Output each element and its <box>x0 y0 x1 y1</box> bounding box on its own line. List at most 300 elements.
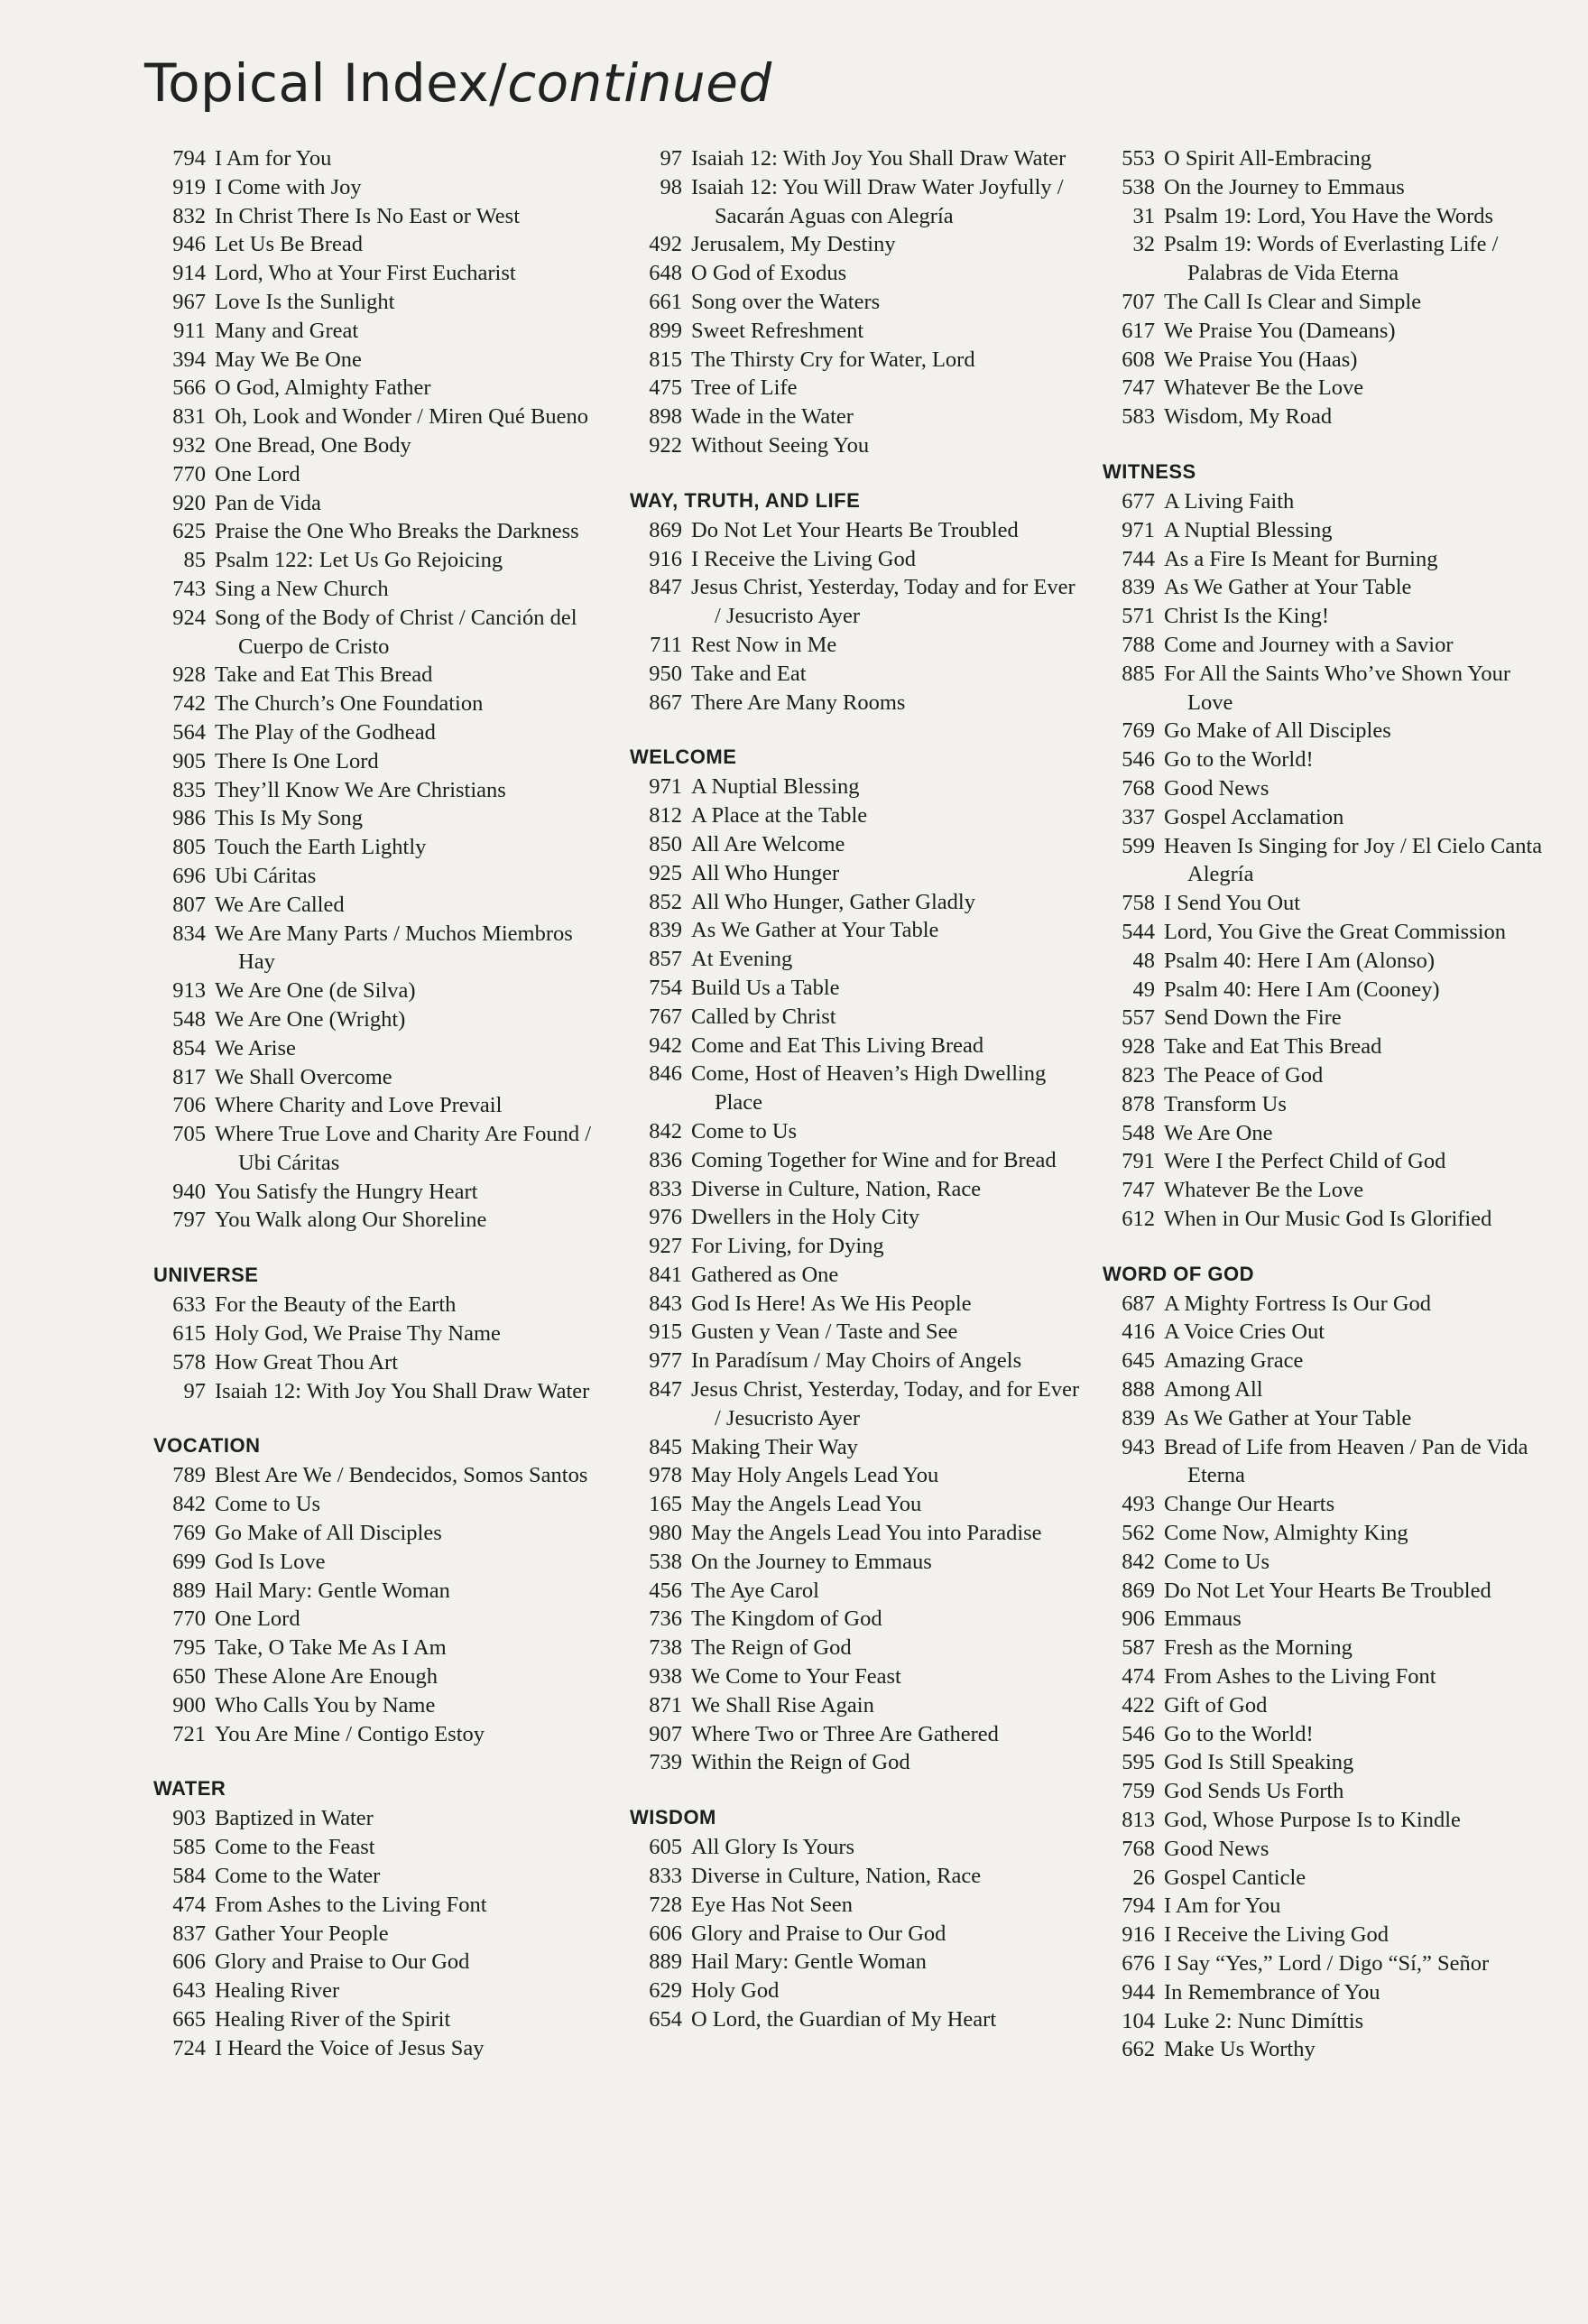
hymn-number: 97 <box>660 146 682 171</box>
index-entry <box>153 202 605 231</box>
index-entry <box>1103 1577 1554 1606</box>
index-entry <box>153 776 605 805</box>
hymn-number: 805 <box>172 835 206 860</box>
hymn-title: As We Gather at Your Table <box>1164 1405 1412 1431</box>
hymn-number: 768 <box>1122 1836 1155 1861</box>
hymn-number: 835 <box>172 777 206 802</box>
hymn-number: 967 <box>172 289 206 314</box>
hymn-title: A Nuptial Blessing <box>1164 517 1333 542</box>
hymn-title: Holy God, We Praise Thy Name <box>215 1321 501 1347</box>
title-continued: continued <box>507 52 772 114</box>
index-entry <box>630 945 1081 974</box>
hymn-title: Heaven Is Singing for Joy / El Cielo Canta Alegría <box>1164 833 1543 887</box>
hymn-title: We Are One (de Silva) <box>215 978 416 1004</box>
hymn-number: 165 <box>649 1492 682 1517</box>
hymn-number: 938 <box>649 1664 682 1690</box>
hymn-title: Go to the World! <box>1164 747 1314 773</box>
index-entry <box>630 1375 1081 1433</box>
index-entry <box>153 1977 605 2005</box>
index-entry <box>153 230 605 259</box>
index-entry <box>1103 1147 1554 1176</box>
index-entry <box>1103 602 1554 631</box>
hymn-number: 562 <box>1122 1521 1155 1546</box>
index-entry <box>153 604 605 662</box>
hymn-title: Gospel Acclamation <box>1164 804 1344 829</box>
index-entry <box>630 631 1081 660</box>
hymn-title: Come to the Water <box>215 1864 381 1889</box>
hymn-number: 26 <box>1132 1865 1155 1890</box>
hymn-title: Luke 2: Nunc Dimíttis <box>1164 2008 1364 2033</box>
hymn-number: 546 <box>1122 1721 1155 1746</box>
hymn-number: 724 <box>172 2035 206 2060</box>
index-entry <box>630 1175 1081 1204</box>
index-entry <box>1103 1921 1554 1949</box>
index-entry <box>153 1206 605 1235</box>
hymn-number: 769 <box>172 1521 206 1546</box>
hymn-title: One Bread, One Body <box>215 432 411 458</box>
index-entry <box>153 346 605 375</box>
hymn-title: From Ashes to the Living Font <box>1164 1664 1436 1690</box>
index-entry <box>630 1032 1081 1060</box>
hymn-number: 839 <box>1122 1405 1155 1431</box>
index-column-3 <box>1103 144 1554 2091</box>
hymn-number: 831 <box>172 404 206 430</box>
section-heading: VOCATION <box>153 1434 261 1458</box>
index-entry <box>153 317 605 346</box>
hymn-number: 833 <box>649 1864 682 1889</box>
hymn-title: When in Our Music God Is Glorified <box>1164 1206 1492 1231</box>
index-entry <box>1103 1004 1554 1032</box>
hymn-title: One Lord <box>215 1606 300 1632</box>
hymn-title: Wade in the Water <box>691 404 854 430</box>
index-entry <box>1103 1605 1554 1634</box>
hymn-title: The Church’s One Foundation <box>215 691 484 717</box>
hymn-title: O God of Exodus <box>691 261 847 286</box>
hymn-number: 869 <box>1122 1578 1155 1603</box>
hymn-title: We Shall Overcome <box>215 1064 392 1089</box>
index-entry <box>630 573 1081 631</box>
hymn-number: 747 <box>1122 1178 1155 1203</box>
hymn-number: 841 <box>649 1262 682 1287</box>
hymn-number: 920 <box>172 490 206 515</box>
hymn-title: May the Angels Lead You <box>691 1492 922 1517</box>
hymn-title: We Arise <box>215 1035 296 1060</box>
index-entry <box>1103 1634 1554 1662</box>
hymn-title: You Walk along Our Shoreline <box>215 1208 487 1233</box>
index-entry <box>153 546 605 575</box>
hymn-number: 797 <box>172 1208 206 1233</box>
index-entry <box>630 1548 1081 1577</box>
hymn-number: 583 <box>1122 404 1155 430</box>
hymn-title: Healing River <box>215 1978 340 2004</box>
index-entry <box>153 489 605 518</box>
hymn-number: 416 <box>1122 1319 1155 1345</box>
index-entry <box>153 661 605 690</box>
hymn-number: 759 <box>1122 1779 1155 1804</box>
index-entry <box>1103 1777 1554 1806</box>
hymn-title: Tree of Life <box>691 375 798 401</box>
index-entry <box>630 317 1081 346</box>
hymn-number: 812 <box>649 803 682 829</box>
index-entry <box>1103 317 1554 346</box>
index-entry <box>153 1862 605 1891</box>
hymn-title: We Shall Rise Again <box>691 1692 874 1718</box>
hymn-title: Psalm 40: Here I Am (Cooney) <box>1164 977 1440 1002</box>
hymn-number: 743 <box>172 576 206 601</box>
hymn-number: 867 <box>649 690 682 715</box>
hymn-title: Take, O Take Me As I Am <box>215 1635 447 1661</box>
index-entry <box>153 804 605 833</box>
index-entry <box>153 1034 605 1063</box>
hymn-number: 587 <box>1122 1635 1155 1661</box>
index-entry <box>153 891 605 920</box>
hymn-number: 846 <box>649 1061 682 1087</box>
title-main: Topical Index/ <box>144 52 508 114</box>
hymn-title: Come to the Feast <box>215 1835 375 1860</box>
hymn-number: 97 <box>183 1378 206 1403</box>
hymn-number: 615 <box>172 1321 206 1347</box>
index-entry <box>1103 889 1554 918</box>
hymn-number: 544 <box>1122 919 1155 944</box>
hymn-number: 950 <box>649 661 682 686</box>
hymn-title: For the Beauty of the Earth <box>215 1292 457 1318</box>
hymn-number: 900 <box>172 1692 206 1718</box>
hymn-title: O God, Almighty Father <box>215 375 431 401</box>
hymn-number: 739 <box>649 1750 682 1775</box>
hymn-title: A Nuptial Blessing <box>691 774 860 800</box>
hymn-title: Amazing Grace <box>1164 1348 1304 1374</box>
index-entry <box>630 801 1081 830</box>
index-entry <box>1103 1662 1554 1691</box>
hymn-title: I Send You Out <box>1164 891 1301 916</box>
index-entry <box>1103 1205 1554 1234</box>
index-entry <box>153 1291 605 1319</box>
index-entry <box>630 259 1081 288</box>
hymn-number: 869 <box>649 517 682 542</box>
hymn-title: Build Us a Table <box>691 975 840 1000</box>
hymn-number: 852 <box>649 889 682 914</box>
hymn-number: 661 <box>649 289 682 314</box>
section-wisdom <box>630 1804 1081 2034</box>
hymn-number: 758 <box>1122 891 1155 916</box>
hymn-number: 474 <box>172 1892 206 1917</box>
index-entry <box>630 1347 1081 1375</box>
hymn-title: You Are Mine / Contigo Estoy <box>215 1721 485 1746</box>
index-entry <box>1103 947 1554 976</box>
hymn-number: 907 <box>649 1721 682 1746</box>
hymn-title: We Are One (Wright) <box>215 1006 406 1032</box>
hymn-number: 475 <box>649 375 682 401</box>
hymn-title: We Are Called <box>215 892 345 917</box>
index-entry <box>630 1318 1081 1347</box>
hymn-number: 85 <box>183 548 206 573</box>
index-entry <box>153 173 605 202</box>
hymn-number: 878 <box>1122 1091 1155 1116</box>
hymn-title: Psalm 19: Lord, You Have the Words <box>1164 203 1494 228</box>
hymn-number: 916 <box>1122 1922 1155 1948</box>
hymn-title: All Glory Is Yours <box>691 1835 855 1860</box>
index-entry <box>1103 346 1554 375</box>
hymn-number: 980 <box>649 1521 682 1546</box>
section-heading: WAY, TRUTH, AND LIFE <box>630 488 861 512</box>
hymn-number: 850 <box>649 831 682 856</box>
hymn-number: 914 <box>172 261 206 286</box>
hymn-number: 548 <box>172 1006 206 1032</box>
hymn-title: Love Is the Sunlight <box>215 289 395 314</box>
hymn-title: How Great Thou Art <box>215 1349 398 1375</box>
index-entry <box>1103 516 1554 545</box>
hymn-number: 842 <box>172 1492 206 1517</box>
hymn-title: Jesus Christ, Yesterday, Today and for Ever / Jesucristo Ayer <box>691 575 1076 629</box>
hymn-title: Emmaus <box>1164 1606 1242 1632</box>
index-entry <box>153 374 605 403</box>
index-entry <box>1103 1548 1554 1577</box>
hymn-title: Gather Your People <box>215 1921 389 1946</box>
index-entry <box>153 403 605 431</box>
hymn-number: 906 <box>1122 1606 1155 1632</box>
index-entry <box>630 1720 1081 1749</box>
section-heading: WATER <box>153 1777 226 1801</box>
hymn-title: The Reign of God <box>691 1635 852 1661</box>
hymn-number: 553 <box>1122 146 1155 171</box>
section-heading: WITNESS <box>1103 459 1196 483</box>
index-entry <box>1103 1978 1554 2007</box>
hymn-title: In Paradísum / May Choirs of Angels <box>691 1348 1022 1374</box>
index-entry <box>630 403 1081 431</box>
index-entry <box>630 773 1081 801</box>
index-entry <box>153 1319 605 1348</box>
hymn-number: 976 <box>649 1205 682 1230</box>
hymn-number: 813 <box>1122 1808 1155 1833</box>
index-entry <box>1103 1404 1554 1433</box>
hymn-number: 842 <box>1122 1549 1155 1574</box>
hymn-title: For Living, for Dying <box>691 1234 884 1259</box>
hymn-title: A Living Faith <box>1164 488 1295 514</box>
hymn-title: Song over the Waters <box>691 289 881 314</box>
section-heading: WELCOME <box>630 745 737 769</box>
hymn-number: 474 <box>1122 1664 1155 1690</box>
index-entry <box>1103 2035 1554 2064</box>
hymn-number: 337 <box>1122 804 1155 829</box>
hymn-title: We Are Many Parts / Muchos Miembros Hay <box>215 921 573 975</box>
index-entry <box>630 1691 1081 1720</box>
index-entry <box>630 288 1081 317</box>
hymn-number: 665 <box>172 2007 206 2032</box>
section-word-of-god <box>1103 1261 1554 2065</box>
hymn-number: 817 <box>172 1064 206 1089</box>
hymn-number: 903 <box>172 1806 206 1831</box>
hymn-title: Hail Mary: Gentle Woman <box>215 1578 450 1603</box>
hymn-title: A Place at the Table <box>691 803 868 829</box>
hymn-title: We Are One <box>1164 1120 1273 1145</box>
hymn-number: 794 <box>172 146 206 171</box>
index-entry <box>1103 1032 1554 1061</box>
hymn-title: Gospel Canticle <box>1164 1865 1306 1890</box>
hymn-number: 769 <box>1122 718 1155 744</box>
index-entry <box>153 1063 605 1092</box>
hymn-number: 394 <box>172 347 206 372</box>
index-entry <box>153 575 605 604</box>
index-entry <box>153 517 605 546</box>
hymn-title: Diverse in Culture, Nation, Race <box>691 1176 982 1201</box>
index-entry <box>153 1577 605 1606</box>
hymn-title: I Say “Yes,” Lord / Digo “Sí,” Señor <box>1164 1951 1490 1977</box>
hymn-title: Fresh as the Morning <box>1164 1635 1353 1661</box>
hymn-title: Wisdom, My Road <box>1164 404 1333 430</box>
index-entry <box>630 1577 1081 1606</box>
hymn-number: 706 <box>172 1093 206 1118</box>
index-entry <box>153 1833 605 1862</box>
index-entry <box>630 859 1081 888</box>
hymn-number: 839 <box>1122 575 1155 600</box>
hymn-title: Isaiah 12: With Joy You Shall Draw Water <box>691 146 1066 171</box>
section-continued <box>630 144 1081 460</box>
index-entry <box>1103 1433 1554 1491</box>
index-entry <box>153 977 605 1005</box>
hymn-number: 789 <box>172 1463 206 1488</box>
index-entry <box>153 1461 605 1490</box>
hymn-title: I Am for You <box>215 146 332 171</box>
hymn-number: 721 <box>172 1721 206 1746</box>
hymn-title: Isaiah 12: With Joy You Shall Draw Water <box>215 1378 590 1403</box>
hymn-title: Come, Host of Heaven’s High Dwelling Place <box>691 1061 1047 1116</box>
hymn-title: Where Charity and Love Prevail <box>215 1093 503 1118</box>
index-entry <box>153 1005 605 1034</box>
index-entry <box>153 1490 605 1519</box>
hymn-title: Called by Christ <box>691 1004 836 1029</box>
hymn-number: 699 <box>172 1549 206 1574</box>
hymn-number: 898 <box>649 404 682 430</box>
hymn-number: 889 <box>172 1578 206 1603</box>
hymn-title: Where True Love and Charity Are Found / Ubi Cáritas <box>215 1122 592 1175</box>
index-entry <box>630 1920 1081 1949</box>
hymn-number: 754 <box>649 975 682 1000</box>
index-entry <box>1103 1176 1554 1205</box>
hymn-title: I Receive the Living God <box>1164 1922 1390 1948</box>
index-entry <box>1103 1318 1554 1347</box>
hymn-title: One Lord <box>215 461 300 486</box>
hymn-title: Change Our Hearts <box>1164 1492 1335 1517</box>
hymn-number: 625 <box>172 519 206 544</box>
hymn-number: 899 <box>649 318 682 343</box>
hymn-number: 924 <box>172 605 206 630</box>
index-entry <box>1103 1806 1554 1835</box>
hymn-title: Who Calls You by Name <box>215 1692 436 1718</box>
hymn-title: Take and Eat This Bread <box>1164 1034 1382 1060</box>
index-entry <box>630 1232 1081 1261</box>
hymn-number: 645 <box>1122 1348 1155 1374</box>
hymn-title: Glory and Praise to Our God <box>691 1921 946 1946</box>
hymn-number: 986 <box>172 806 206 831</box>
index-entry <box>630 1519 1081 1548</box>
hymn-number: 843 <box>649 1291 682 1316</box>
hymn-title: Go to the World! <box>1164 1721 1314 1746</box>
index-entry <box>1103 1748 1554 1777</box>
index-entry <box>630 1891 1081 1920</box>
hymn-number: 738 <box>649 1635 682 1661</box>
section-heading: UNIVERSE <box>153 1264 259 1287</box>
hymn-number: 585 <box>172 1835 206 1860</box>
hymn-title: Bread of Life from Heaven / Pan de Vida Eterna <box>1164 1434 1528 1488</box>
hymn-title: Praise the One Who Breaks the Darkness <box>215 519 579 544</box>
index-entry <box>153 1804 605 1833</box>
index-entry <box>630 1433 1081 1462</box>
hymn-title: Come to Us <box>691 1118 798 1143</box>
index-entry <box>153 1662 605 1691</box>
hymn-number: 608 <box>1122 347 1155 372</box>
index-entry <box>1103 1290 1554 1319</box>
index-entry <box>630 1003 1081 1032</box>
hymn-number: 595 <box>1122 1750 1155 1775</box>
hymn-title: Whatever Be the Love <box>1164 375 1364 401</box>
hymn-title: As We Gather at Your Table <box>691 918 939 943</box>
hymn-number: 823 <box>1122 1062 1155 1088</box>
index-entry <box>1103 1090 1554 1119</box>
hymn-title: A Mighty Fortress Is Our God <box>1164 1291 1432 1316</box>
index-entry <box>630 1290 1081 1319</box>
hymn-title: Jesus Christ, Yesterday, Today, and for Ever / Jesucristo Ayer <box>691 1377 1080 1431</box>
hymn-number: 767 <box>649 1004 682 1029</box>
hymn-number: 940 <box>172 1179 206 1204</box>
index-entry <box>1103 1490 1554 1519</box>
index-entry <box>1103 173 1554 202</box>
hymn-title: Come and Eat This Living Bread <box>691 1032 984 1058</box>
hymn-title: Transform Us <box>1164 1091 1287 1116</box>
hymn-title: O Lord, the Guardian of My Heart <box>691 2007 997 2032</box>
hymn-number: 889 <box>649 1949 682 1975</box>
index-entry <box>630 974 1081 1003</box>
hymn-title: The Play of the Godhead <box>215 719 436 745</box>
hymn-number: 928 <box>1122 1034 1155 1060</box>
index-entry <box>1103 144 1554 173</box>
hymn-title: At Evening <box>691 947 793 972</box>
index-entry <box>153 747 605 776</box>
index-entry <box>153 460 605 489</box>
hymn-title: O Spirit All-Embracing <box>1164 146 1371 171</box>
index-entry <box>1103 487 1554 516</box>
hymn-title: The Call Is Clear and Simple <box>1164 289 1422 314</box>
hymn-title: Lord, Who at Your First Eucharist <box>215 261 516 286</box>
index-entry <box>630 830 1081 859</box>
hymn-title: Ubi Cáritas <box>215 863 317 888</box>
hymn-number: 915 <box>649 1319 682 1345</box>
hymn-number: 612 <box>1122 1206 1155 1231</box>
hymn-number: 928 <box>172 662 206 688</box>
hymn-title: The Thirsty Cry for Water, Lord <box>691 347 975 372</box>
hymn-title: Eye Has Not Seen <box>691 1892 853 1917</box>
hymn-title: Take and Eat <box>691 661 807 686</box>
index-entry <box>1103 573 1554 602</box>
hymn-title: Psalm 40: Here I Am (Alonso) <box>1164 948 1436 973</box>
hymn-number: 971 <box>649 774 682 800</box>
hymn-title: A Voice Cries Out <box>1164 1319 1325 1345</box>
hymn-title: I Am for You <box>1164 1893 1281 1919</box>
section-continued <box>153 144 605 1235</box>
index-entry <box>1103 1720 1554 1749</box>
hymn-number: 493 <box>1122 1492 1155 1517</box>
hymn-number: 871 <box>649 1692 682 1718</box>
hymn-title: Song of the Body of Christ / Canción del Cuerpo de Cristo <box>215 605 577 659</box>
hymn-title: Were I the Perfect Child of God <box>1164 1149 1446 1174</box>
index-entry <box>1103 1892 1554 1921</box>
hymn-number: 617 <box>1122 318 1155 343</box>
section-heading: WISDOM <box>630 1806 716 1829</box>
hymn-number: 916 <box>649 546 682 571</box>
hymn-title: They’ll Know We Are Christians <box>215 777 506 802</box>
hymn-number: 845 <box>649 1434 682 1459</box>
index-entry <box>630 374 1081 403</box>
hymn-title: Baptized in Water <box>215 1806 374 1831</box>
